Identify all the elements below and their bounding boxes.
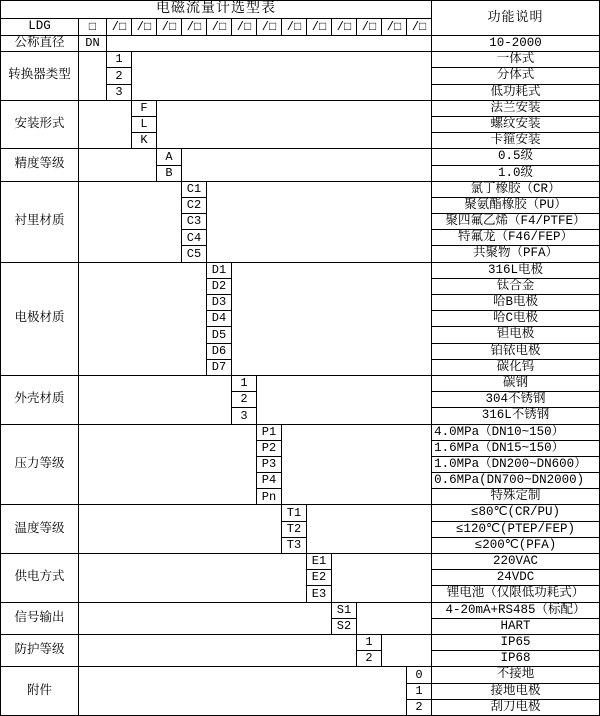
title-row [1, 1, 600, 19]
code-cell: C1 [182, 181, 207, 197]
code-cell: C5 [182, 246, 207, 262]
code-cell: 1 [232, 375, 257, 391]
desc-cell: 316L不锈钢 [432, 408, 600, 424]
code-cell: B [157, 165, 182, 181]
category-label: 压力等级 [1, 424, 79, 505]
code-cell: D7 [207, 359, 232, 375]
desc-cell: 特氟龙（F46/FEP） [432, 230, 600, 246]
code-slot-placeholder: /□ [407, 19, 432, 36]
category-label: 电极材质 [1, 262, 79, 375]
desc-cell: 1.0MPa（DN200~DN600） [432, 456, 600, 472]
spacer-cell [79, 554, 307, 603]
table-row [1, 52, 600, 68]
desc-cell: 刮刀电极 [432, 699, 600, 715]
spacer-cell [107, 36, 432, 52]
code-cell: D3 [207, 295, 232, 311]
category-label: 衬里材质 [1, 181, 79, 262]
code-slot-placeholder: /□ [207, 19, 232, 36]
desc-cell: 钛合金 [432, 278, 600, 294]
table-row [1, 181, 600, 197]
spacer-cell [307, 505, 432, 554]
desc-cell: 分体式 [432, 68, 600, 84]
spacer-cell [79, 634, 357, 666]
spacer-cell [182, 149, 432, 181]
spacer-cell [79, 52, 107, 101]
category-label: 精度等级 [1, 149, 79, 181]
category-label: 安装形式 [1, 100, 79, 149]
category-label: 信号输出 [1, 602, 79, 634]
code-cell: DN [79, 36, 107, 52]
desc-cell: 螺纹安装 [432, 116, 600, 132]
spacer-cell [79, 424, 257, 505]
spacer-cell [79, 505, 282, 554]
category-label: 转换器类型 [1, 52, 79, 101]
code-cell: D1 [207, 262, 232, 278]
desc-cell: 法兰安装 [432, 100, 600, 116]
spacer-cell [79, 181, 182, 262]
spacer-cell [332, 554, 432, 603]
code-cell: C4 [182, 230, 207, 246]
desc-cell: 共聚物（PFA） [432, 246, 600, 262]
code-box-placeholder: □ [79, 19, 107, 36]
code-cell: T2 [282, 521, 307, 537]
desc-cell: 一体式 [432, 52, 600, 68]
code-slot-placeholder: /□ [232, 19, 257, 36]
code-cell: 1 [357, 634, 382, 650]
desc-cell: 0.6MPa(DN700~DN2000) [432, 473, 600, 489]
function-column-header: 功能说明 [432, 1, 600, 36]
desc-cell: ≤120℃(PTEP/FEP) [432, 521, 600, 537]
desc-cell: 碳化钨 [432, 359, 600, 375]
desc-cell: 4-20mA+RS485（标配） [432, 602, 600, 618]
spacer-cell [79, 149, 157, 181]
code-cell: 3 [232, 408, 257, 424]
desc-cell: 304不锈钢 [432, 392, 600, 408]
model-prefix: LDG [1, 19, 79, 36]
code-slot-placeholder: /□ [307, 19, 332, 36]
desc-cell: IP65 [432, 634, 600, 650]
category-label: 公称直径 [1, 36, 79, 52]
category-label: 温度等级 [1, 505, 79, 554]
code-cell: K [132, 133, 157, 149]
desc-cell: 不接地 [432, 667, 600, 683]
desc-cell: 10-2000 [432, 36, 600, 52]
code-cell: C2 [182, 197, 207, 213]
code-cell: S2 [332, 618, 357, 634]
code-slot-placeholder: /□ [132, 19, 157, 36]
code-slot-placeholder: /□ [332, 19, 357, 36]
code-cell: P4 [257, 473, 282, 489]
desc-cell: 锂电池（仅限低功耗式） [432, 586, 600, 602]
code-slot-placeholder: /□ [157, 19, 182, 36]
table-row [1, 667, 600, 683]
table-row [1, 554, 600, 570]
code-slot-placeholder: /□ [357, 19, 382, 36]
desc-cell: 碳钢 [432, 375, 600, 391]
code-cell: D2 [207, 278, 232, 294]
desc-cell: 哈C电极 [432, 311, 600, 327]
desc-cell: 220VAC [432, 554, 600, 570]
code-cell: 2 [107, 68, 132, 84]
desc-cell: 接地电极 [432, 683, 600, 699]
code-cell: T1 [282, 505, 307, 521]
code-slot-placeholder: /□ [282, 19, 307, 36]
desc-cell: 卡箍安装 [432, 133, 600, 149]
code-cell: F [132, 100, 157, 116]
code-cell: 2 [407, 699, 432, 715]
code-slot-placeholder: /□ [382, 19, 407, 36]
desc-cell: 聚氨酯橡胶（PU） [432, 197, 600, 213]
desc-cell: 氯丁橡胶（CR） [432, 181, 600, 197]
spacer-cell [132, 52, 432, 101]
table-row [1, 149, 600, 165]
table-row [1, 100, 600, 116]
code-cell: E1 [307, 554, 332, 570]
category-label: 附件 [1, 667, 79, 716]
code-slot-placeholder: /□ [107, 19, 132, 36]
spacer-cell [257, 375, 432, 424]
desc-cell: 1.6MPa（DN15~150） [432, 440, 600, 456]
desc-cell: ≤80℃(CR/PU) [432, 505, 600, 521]
desc-cell: 24VDC [432, 570, 600, 586]
category-label: 防护等级 [1, 634, 79, 666]
category-label: 外壳材质 [1, 375, 79, 424]
code-slot-placeholder: /□ [182, 19, 207, 36]
code-cell: D5 [207, 327, 232, 343]
code-cell: 2 [357, 651, 382, 667]
spacer-cell [79, 375, 232, 424]
table-row [1, 424, 600, 440]
desc-cell: 1.0级 [432, 165, 600, 181]
desc-cell: 4.0MPa（DN10~150） [432, 424, 600, 440]
spacer-cell [282, 424, 432, 505]
code-cell: 3 [107, 84, 132, 100]
table-row [1, 634, 600, 650]
table-row [1, 36, 600, 52]
code-cell: 0 [407, 667, 432, 683]
spacer-cell [382, 634, 432, 666]
desc-cell: 316L电极 [432, 262, 600, 278]
desc-cell: 哈B电极 [432, 295, 600, 311]
code-cell: A [157, 149, 182, 165]
code-cell: P2 [257, 440, 282, 456]
code-cell: Pn [257, 489, 282, 505]
desc-cell: ≤200℃(PFA) [432, 537, 600, 553]
code-cell: D4 [207, 311, 232, 327]
category-label: 供电方式 [1, 554, 79, 603]
table-title: 电磁流量计选型表 [1, 1, 432, 19]
desc-cell: 特殊定制 [432, 489, 600, 505]
code-cell: T3 [282, 537, 307, 553]
code-slot-placeholder: /□ [257, 19, 282, 36]
code-cell: P1 [257, 424, 282, 440]
spacer-cell [79, 602, 332, 634]
table-row [1, 505, 600, 521]
code-cell: 1 [107, 52, 132, 68]
desc-cell: 铂铱电极 [432, 343, 600, 359]
code-cell: D6 [207, 343, 232, 359]
spacer-cell [79, 100, 132, 149]
code-cell: P3 [257, 456, 282, 472]
desc-cell: 聚四氟乙烯（F4/PTFE） [432, 214, 600, 230]
code-cell: L [132, 116, 157, 132]
spacer-cell [79, 262, 207, 375]
spacer-cell [207, 181, 432, 262]
code-cell: S1 [332, 602, 357, 618]
code-cell: C3 [182, 214, 207, 230]
table-row [1, 375, 600, 391]
desc-cell: 0.5级 [432, 149, 600, 165]
spacer-cell [157, 100, 432, 149]
code-cell: E3 [307, 586, 332, 602]
code-cell: 1 [407, 683, 432, 699]
code-cell: 2 [232, 392, 257, 408]
spacer-cell [357, 602, 432, 634]
desc-cell: HART [432, 618, 600, 634]
spacer-cell [79, 667, 407, 716]
code-cell: E2 [307, 570, 332, 586]
desc-cell: IP68 [432, 651, 600, 667]
table-row [1, 262, 600, 278]
desc-cell: 钽电极 [432, 327, 600, 343]
desc-cell: 低功耗式 [432, 84, 600, 100]
spacer-cell [232, 262, 432, 375]
table-row [1, 602, 600, 618]
